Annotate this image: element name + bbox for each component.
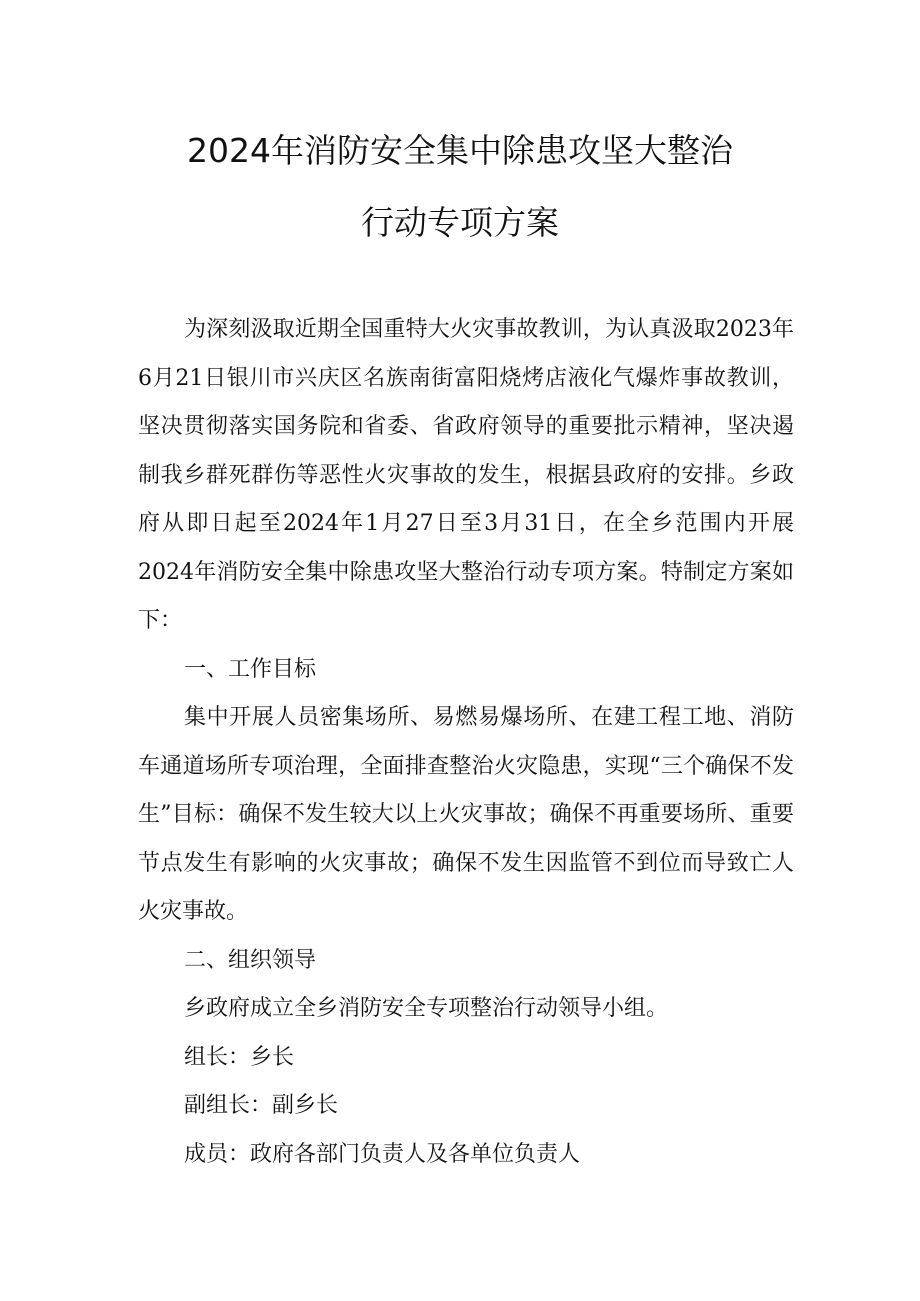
- section-1-paragraph: 集中开展人员密集场所、易燃易爆场所、在建工程工地、消防车通道场所专项治理，全面排查整治火灾隐患，实现“三个确保不发生”目标：确保不发生较大以上火灾事故；确保不再重要场所、重要节点发生有影响的火灾事故；确保不发生因监管不到位而导致亡人火灾事故。: [138, 705, 794, 924]
- section-2-heading: 二、组织领导: [184, 947, 317, 973]
- members-line: 成员：政府各部门负责人及各单位负责人: [184, 1141, 581, 1167]
- deputy-leader-line: 副组长：副乡长: [184, 1093, 339, 1118]
- intro-paragraph: 为深刻汲取近期全国重特大火灾事故教训，为认真汲取2023年6月21日银川市兴庆区名族南街富阳烧烤店液化气爆炸事故教训，坚决贯彻落实国务院和省委、省政府领导的重要批示精神，坚决遏制我乡群死群伤等恶性火灾事故的发生，根据县政府的安排。乡政府从即日起至2024年1月27日至3月31日，在全乡范围内开展2024年消防安全集中除患攻坚大整治行动专项方案。特制定方案如下：: [138, 317, 794, 633]
- document-title-line-1: 2024年消防安全集中除患攻坚大整治: [187, 131, 733, 170]
- document-body: [138, 306, 794, 1179]
- document-title-line-2: 行动专项方案: [361, 203, 559, 242]
- section-2-paragraph: 乡政府成立全乡消防安全专项整治行动领导小组。: [184, 996, 669, 1021]
- group-leader-line: 组长：乡长: [184, 1044, 295, 1070]
- section-1-heading: 一、工作目标: [184, 656, 317, 682]
